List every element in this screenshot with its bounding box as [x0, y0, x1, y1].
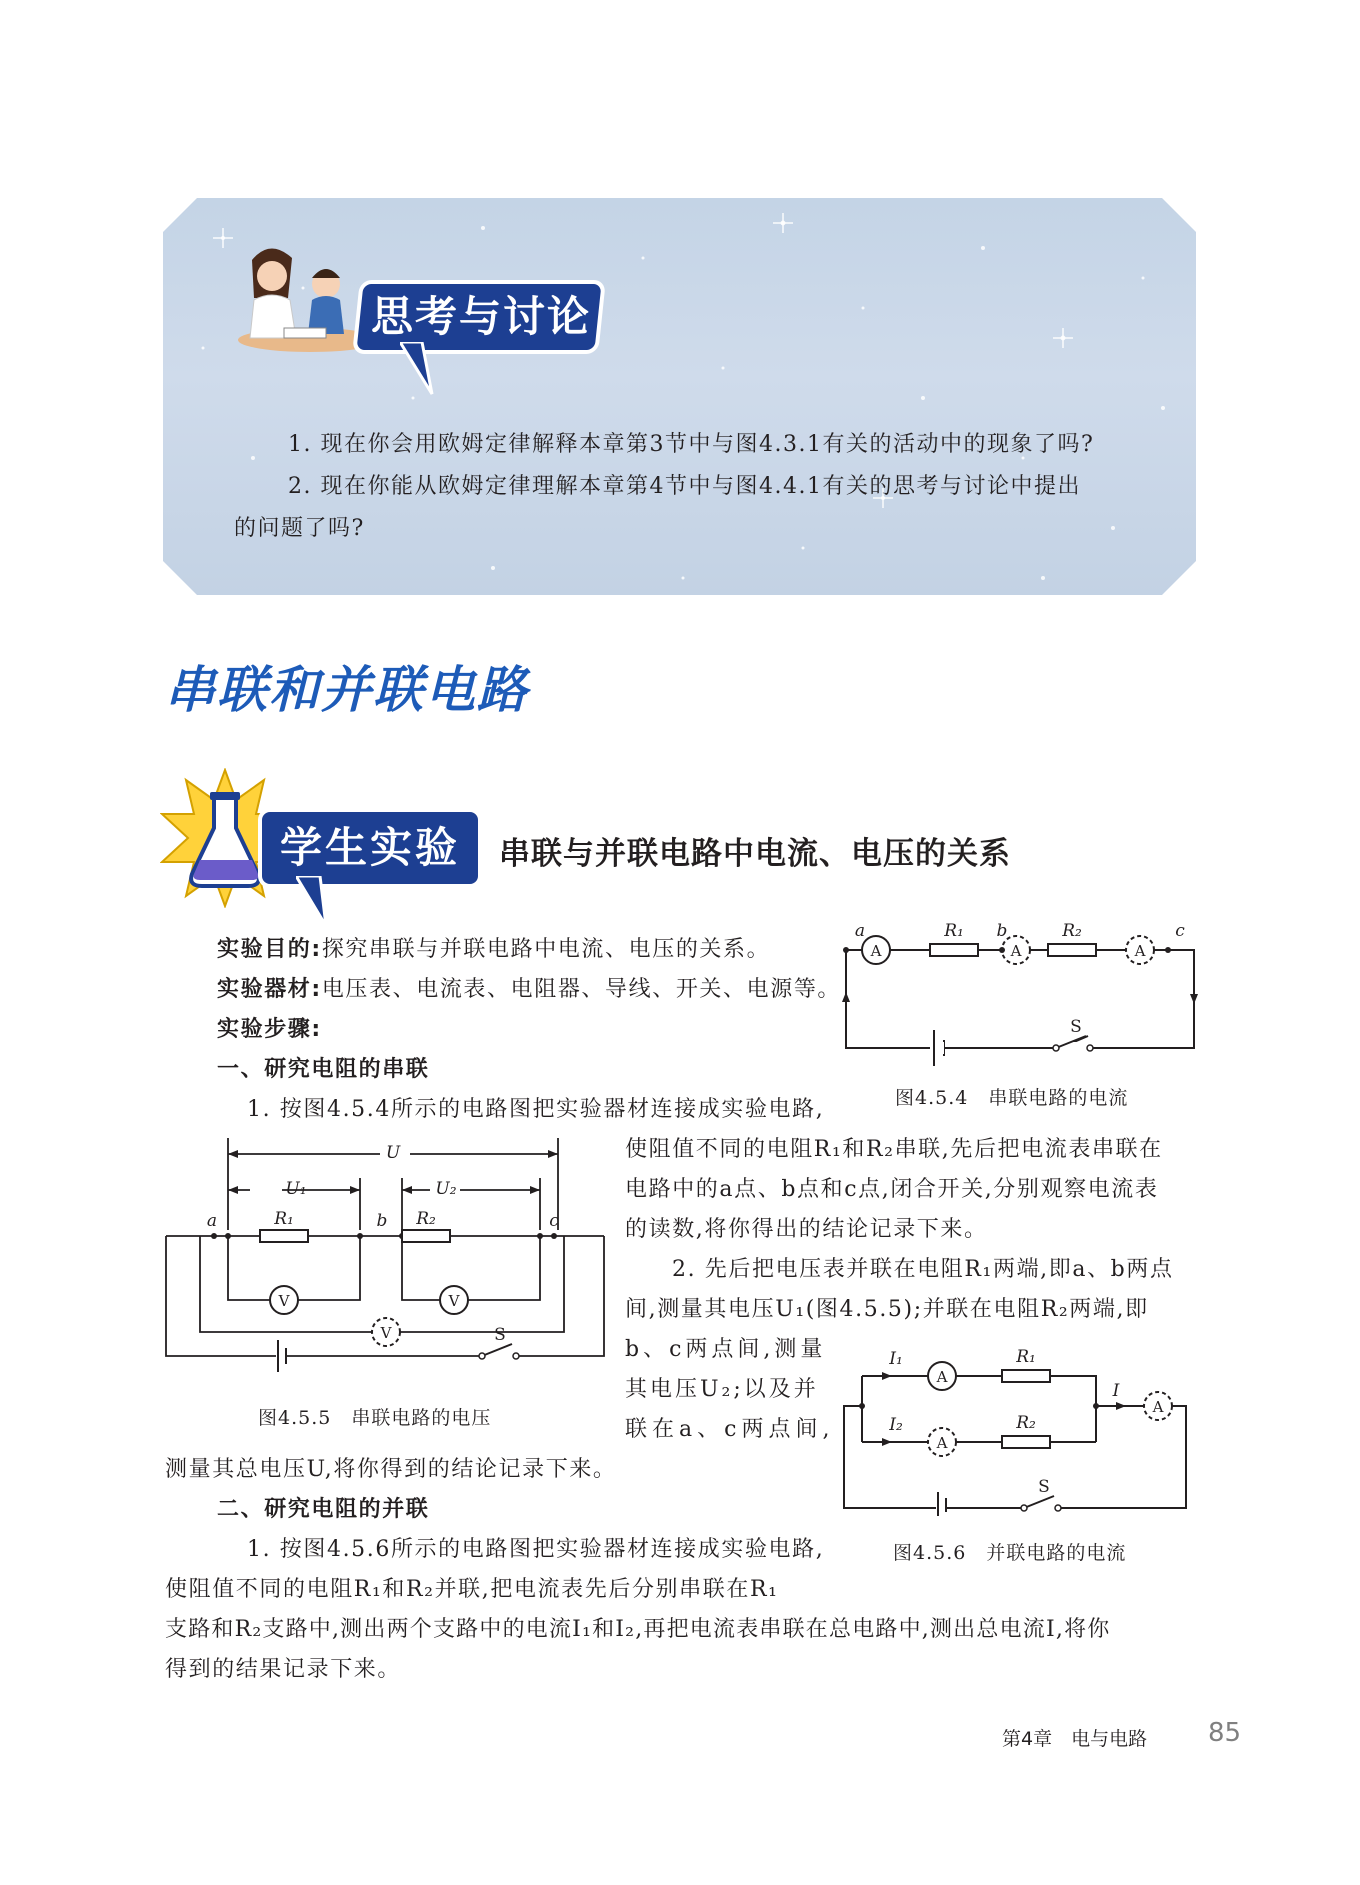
- part1-step2-line3: b、c两点间,测量: [625, 1337, 827, 1362]
- figure-4-5-4-series-current-circuit: [830, 918, 1210, 1068]
- part2-step1-line2: 使阻值不同的电阻R₁和R₂并联,把电流表先后分别串联在R₁: [165, 1577, 779, 1602]
- think-question-2: 2. 现在你能从欧姆定律理解本章第4节中与图4.4.1有关的思考与讨论中提出: [288, 474, 1081, 499]
- voltmeter-u1-label: V: [278, 1292, 290, 1310]
- resistor-r2-icon: [1002, 1436, 1050, 1448]
- switch-s-icon: [1024, 1496, 1054, 1508]
- steps-label: 实验步骤:: [217, 1017, 322, 1042]
- u-label: U: [385, 1143, 401, 1163]
- node-a-label: a: [206, 1211, 218, 1231]
- battery-icon: [278, 1340, 286, 1372]
- r1-label: R₁: [944, 921, 964, 941]
- node-c-label: c: [549, 1211, 559, 1231]
- equipment-text: 电压表、电流表、电阻器、导线、开关、电源等。: [321, 977, 842, 1002]
- part1-step1-line1: 1. 按图4.5.4所示的电路图把实验器材连接成实验电路,: [247, 1097, 825, 1122]
- switch-label: S: [1070, 1017, 1082, 1037]
- think-question-1: 1. 现在你会用欧姆定律解释本章第3节中与图4.3.1有关的活动中的现象了吗?: [288, 432, 1095, 457]
- part2-step1-line4: 得到的结果记录下来。: [165, 1657, 402, 1682]
- part1-step2-line6: 测量其总电压U,将你得到的结论记录下来。: [165, 1457, 617, 1482]
- page-number: 85: [1208, 1718, 1242, 1748]
- part1-step1-line3: 电路中的a点、b点和c点,闭合开关,分别观察电流表: [625, 1177, 1159, 1202]
- ammeter-b-label: A: [1010, 942, 1022, 960]
- resistor-r1-icon: [930, 944, 978, 956]
- purpose-text: 探究串联与并联电路中电流、电压的关系。: [321, 937, 771, 962]
- figure-4-5-6-caption: 图4.5.6 并联电路的电流: [893, 1542, 1127, 1564]
- u1-label: U₁: [285, 1179, 307, 1199]
- part1-step2-line4: 其电压U₂;以及并: [625, 1377, 819, 1402]
- reading-illustration-icon: [220, 240, 380, 360]
- section-title: 串联和并联电路: [165, 661, 529, 719]
- battery-icon: [938, 1492, 946, 1516]
- part1-step1-line4: 的读数,将你得出的结论记录下来。: [625, 1217, 988, 1242]
- chapter-footer: 第4章 电与电路: [1002, 1728, 1148, 1750]
- i2-label: I₂: [889, 1415, 903, 1435]
- resistor-r2-icon: [1048, 944, 1096, 956]
- node-b-label: b: [996, 921, 1008, 941]
- speech-tail-icon: [400, 342, 440, 398]
- purpose-line: [217, 930, 770, 970]
- figure-4-5-6-parallel-current-circuit: [836, 1338, 1206, 1518]
- think-badge-label: 思考与讨论: [370, 292, 591, 341]
- r2-label: R₂: [416, 1209, 436, 1229]
- purpose-label: 实验目的:: [217, 937, 322, 962]
- ammeter-i-label: A: [1152, 1398, 1164, 1416]
- switch-label: S: [1038, 1477, 1050, 1497]
- think-question-2-cont: 的问题了吗?: [234, 516, 365, 541]
- switch-label: S: [494, 1325, 506, 1345]
- figure-4-5-5-series-voltage-circuit: [160, 1130, 610, 1380]
- u2-label: U₂: [435, 1179, 457, 1199]
- part1-step1-line2: 使阻值不同的电阻R₁和R₂串联,先后把电流表串联在: [625, 1137, 1163, 1162]
- r2-label: R₂: [1062, 921, 1082, 941]
- resistor-r2-icon: [402, 1230, 450, 1242]
- resistor-r1-icon: [1002, 1370, 1050, 1382]
- i1-label: I₁: [889, 1349, 903, 1369]
- ammeter-a-label: A: [870, 942, 882, 960]
- figure-4-5-4-caption: 图4.5.4 串联电路的电流: [895, 1087, 1129, 1109]
- part1-step2-line1: 2. 先后把电压表并联在电阻R₁两端,即a、b两点: [672, 1257, 1174, 1282]
- ammeter-c-label: A: [1134, 942, 1146, 960]
- i-label: I: [1112, 1381, 1120, 1401]
- part1-step2-line5: 联在a、c两点间,: [625, 1417, 835, 1442]
- equipment-line: [217, 970, 841, 1010]
- resistor-r1-icon: [260, 1230, 308, 1242]
- r2-label: R₂: [1016, 1413, 1036, 1433]
- experiment-speech-tail-icon: [296, 876, 336, 932]
- part2-step1-line1: 1. 按图4.5.6所示的电路图把实验器材连接成实验电路,: [247, 1537, 825, 1562]
- node-a-label: a: [854, 921, 866, 941]
- ammeter-i1-label: A: [936, 1368, 948, 1386]
- r1-label: R₁: [1016, 1347, 1036, 1367]
- experiment-title: 串联与并联电路中电流、电压的关系: [499, 836, 1011, 872]
- part2-heading: 二、研究电阻的并联: [217, 1497, 430, 1522]
- r1-label: R₁: [274, 1209, 294, 1229]
- node-b-label: b: [376, 1211, 388, 1231]
- switch-s-icon: [482, 1344, 512, 1356]
- voltmeter-u-label: V: [380, 1324, 392, 1342]
- ammeter-i2-label: A: [936, 1434, 948, 1452]
- part1-heading: 一、研究电阻的串联: [217, 1057, 430, 1082]
- part1-step2-line2: 间,测量其电压U₁(图4.5.5);并联在电阻R₂两端,即: [625, 1297, 1149, 1322]
- figure-4-5-5-caption: 图4.5.5 串联电路的电压: [258, 1407, 492, 1429]
- equipment-label: 实验器材:: [217, 977, 322, 1002]
- experiment-badge-label: 学生实验: [279, 823, 460, 872]
- node-c-label: c: [1175, 921, 1185, 941]
- part2-step1-line3: 支路和R₂支路中,测出两个支路中的电流I₁和I₂,再把电流表串联在总电路中,测出总电流I,将你: [165, 1617, 1111, 1642]
- voltmeter-u2-label: V: [448, 1292, 460, 1310]
